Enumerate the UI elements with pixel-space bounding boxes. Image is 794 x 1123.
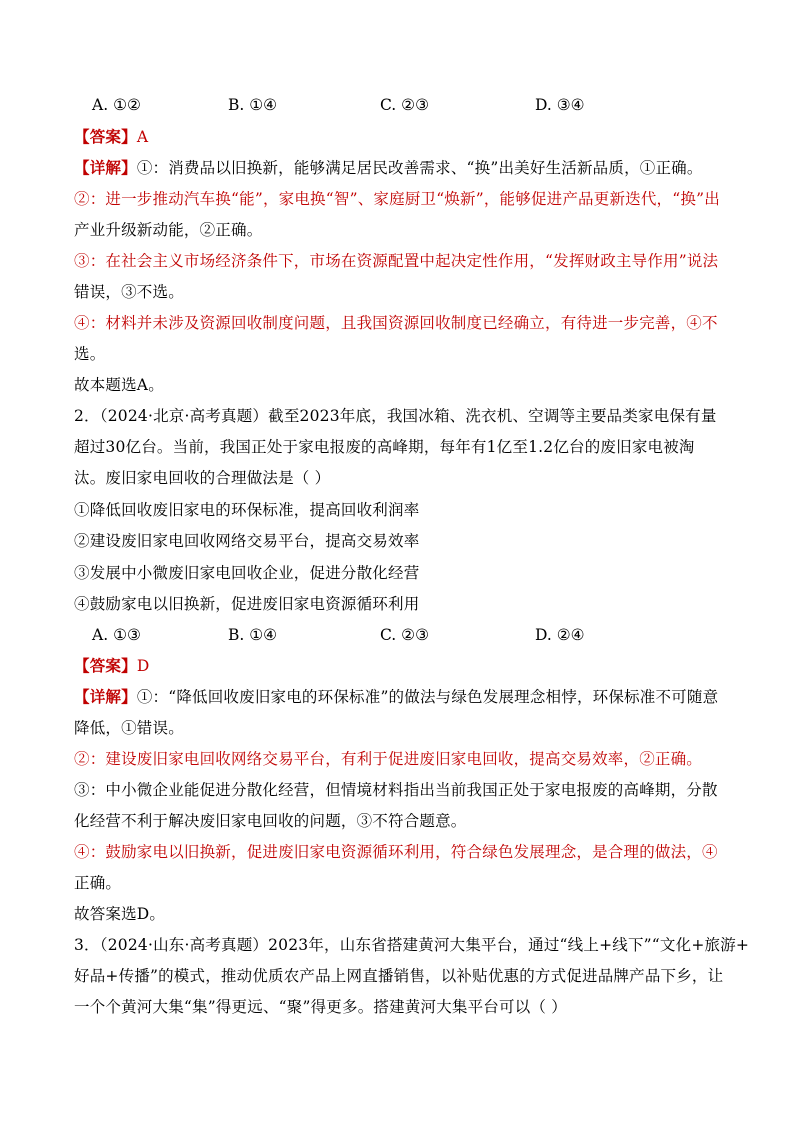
q2-option-d: D. ②④ xyxy=(535,626,585,644)
q1-answer xyxy=(74,126,148,148)
q1-detail-line-3: 产业升级新动能，②正确。 xyxy=(74,221,263,239)
q2-answer xyxy=(74,655,149,677)
q2-detail-line-6: ④：鼓励家电以旧换新，促进废旧家电资源循环利用，符合绿色发展理念，是合理的做法，④ xyxy=(74,843,718,861)
q1-detail-line-4: ③：在社会主义市场经济条件下，市场在资源配置中起决定性作用，“发挥财政主导作用”说法 xyxy=(74,252,719,270)
detail-tag: 【详解】 xyxy=(74,687,137,706)
answer-tag: 【答案】 xyxy=(74,656,137,675)
q2-detail-line-3: ②：建设废旧家电回收网络交易平台，有利于促进废旧家电回收，提高交易效率，②正确。 xyxy=(74,750,703,768)
q1-detail-line-1: 【详解】①：消费品以旧换新，能够满足居民改善需求、“换”出美好生活新品质，①正确。 xyxy=(74,158,703,177)
q1-option-c: C. ②③ xyxy=(380,96,429,114)
q2-statement-1: ①降低回收废旧家电的环保标准，提高回收利润率 xyxy=(74,501,420,519)
q2-option-b: B. ①④ xyxy=(228,626,278,644)
q2-option-c: C. ②③ xyxy=(380,626,429,644)
q1-conclusion: 故本题选A。 xyxy=(74,376,164,394)
detail-tag: 【详解】 xyxy=(74,158,137,177)
q2-detail-line-5: 化经营不利于解决废旧家电回收的问题，③不符合题意。 xyxy=(74,812,467,830)
q1-detail-line-2: ②：进一步推动汽车换“能”，家电换“智”、家庭厨卫“焕新”，能够促进产品更新迭代，“换”出 xyxy=(74,190,720,208)
q3-stem-line-1: 3．（2024·山东·高考真题）2023年，山东省搭建黄河大集平台，通过“线上+线下”“文化+旅游+ xyxy=(74,936,750,954)
q1-detail-line-6: ④：材料并未涉及资源回收制度问题，且我国资源回收制度已经确立，有待进一步完善，④不 xyxy=(74,314,718,332)
q2-detail-line-7: 正确。 xyxy=(74,874,122,892)
q3-stem-line-3: 一个个黄河大集“集”得更远、“聚”得更多。搭建黄河大集平台可以（ ） xyxy=(74,998,567,1016)
answer-value: A xyxy=(136,128,149,146)
q1-option-d: D. ③④ xyxy=(535,96,585,114)
q2-statement-4: ④鼓励家电以旧换新，促进废旧家电资源循环利用 xyxy=(74,595,420,613)
q1-option-a: A. ①② xyxy=(92,96,141,114)
q2-statement-3: ③发展中小微废旧家电回收企业，促进分散化经营 xyxy=(74,564,420,582)
q1-detail-line-7: 选。 xyxy=(74,345,106,363)
q2-detail-line-4: ③：中小微企业能促进分散化经营，但情境材料指出当前我国正处于家电报废的高峰期，分散 xyxy=(74,781,718,799)
q1-option-b: B. ①④ xyxy=(228,96,278,114)
q2-conclusion: 故答案选D。 xyxy=(74,905,166,923)
q2-stem-line-2: 超过30亿台。当前，我国正处于家电报废的高峰期，每年有1亿至1.2亿台的废旧家电被淘 xyxy=(74,438,695,456)
q1-detail-line-5: 错误，③不选。 xyxy=(74,283,184,301)
q2-stem-line-1: 2．（2024·北京·高考真题）截至2023年底，我国冰箱、洗衣机、空调等主要品类家电保有量 xyxy=(74,407,717,425)
q3-stem-line-2: 好品+传播”的模式，推动优质农产品上网直播销售，以补贴优惠的方式促进品牌产品下乡，让 xyxy=(74,967,724,985)
q2-stem-line-3: 汰。废旧家电回收的合理做法是（ ） xyxy=(74,469,331,487)
q2-statement-2: ②建设废旧家电回收网络交易平台，提高交易效率 xyxy=(74,532,420,550)
answer-tag: 【答案】 xyxy=(74,127,137,146)
q2-detail-line-1: 【详解】①：“降低回收废旧家电的环保标准”的做法与绿色发展理念相悖，环保标准不可随意 xyxy=(74,687,719,706)
q2-detail-line-2: 降低，①错误。 xyxy=(74,719,184,737)
q2-option-a: A. ①③ xyxy=(92,626,141,644)
answer-value: D xyxy=(136,657,150,675)
